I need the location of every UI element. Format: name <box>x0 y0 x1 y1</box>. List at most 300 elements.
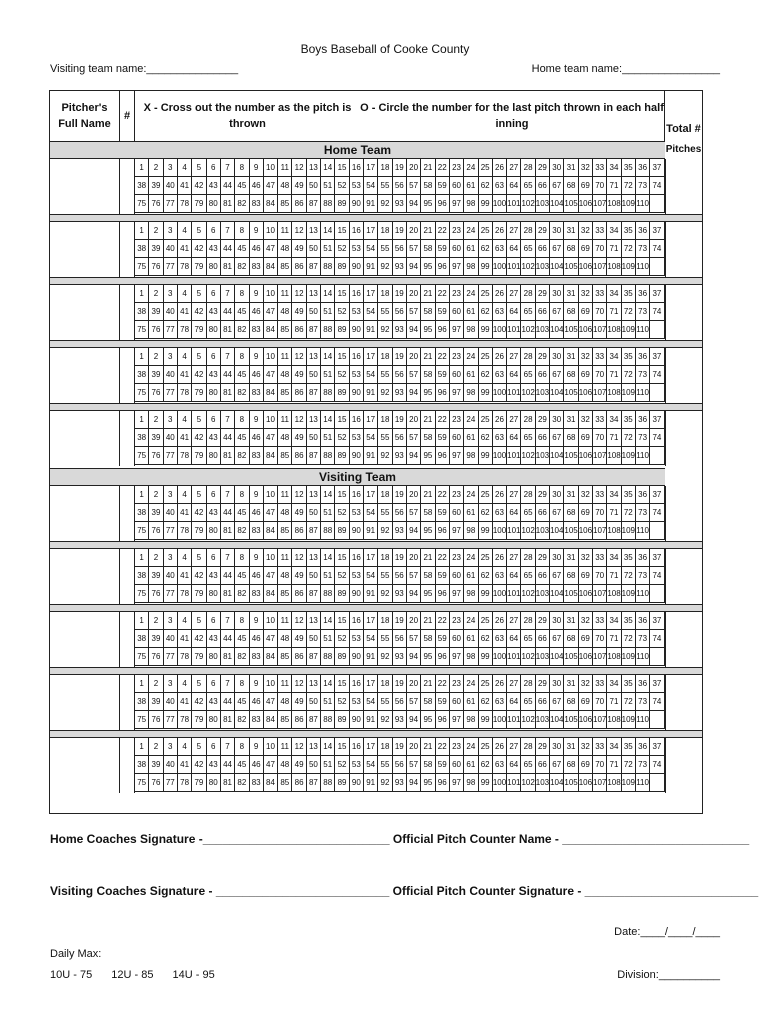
pitch-cell[interactable]: 81 <box>221 648 235 666</box>
pitch-cell[interactable]: 4 <box>178 348 192 366</box>
pitch-cell[interactable]: 95 <box>421 384 435 402</box>
pitch-cell[interactable]: 4 <box>178 285 192 303</box>
pitch-cell[interactable]: 65 <box>521 177 535 195</box>
pitch-cell[interactable]: 2 <box>149 348 163 366</box>
pitch-cell[interactable]: 3 <box>164 549 178 567</box>
pitch-cell[interactable]: 13 <box>307 411 321 429</box>
pitch-cell[interactable]: 9 <box>250 738 264 756</box>
pitch-cell[interactable]: 34 <box>607 738 621 756</box>
pitch-cell[interactable]: 38 <box>135 630 149 648</box>
pitch-cell[interactable]: 11 <box>278 486 292 504</box>
pitch-cell[interactable]: 11 <box>278 612 292 630</box>
pitch-cell[interactable]: 4 <box>178 222 192 240</box>
pitch-cell[interactable]: 44 <box>221 630 235 648</box>
pitch-cell[interactable]: 20 <box>407 411 421 429</box>
pitch-cell[interactable]: 96 <box>436 195 450 213</box>
pitch-cell[interactable]: 96 <box>436 321 450 339</box>
pitch-cell[interactable]: 28 <box>521 348 535 366</box>
pitch-cell[interactable]: 96 <box>436 585 450 603</box>
pitch-cell[interactable]: 44 <box>221 429 235 447</box>
pitcher-name-cell[interactable] <box>50 285 120 340</box>
pitch-cell[interactable]: 69 <box>579 630 593 648</box>
pitch-cell[interactable]: 13 <box>307 675 321 693</box>
pitch-cell[interactable]: 105 <box>564 522 578 540</box>
pitch-cell[interactable]: 74 <box>650 303 664 321</box>
pitch-cell[interactable]: 43 <box>207 366 221 384</box>
pitch-cell[interactable]: 87 <box>307 585 321 603</box>
pitch-cell[interactable]: 107 <box>593 195 607 213</box>
pitch-cell[interactable]: 99 <box>479 195 493 213</box>
pitch-cell[interactable]: 38 <box>135 177 149 195</box>
pitch-cell[interactable]: 19 <box>393 675 407 693</box>
pitch-cell[interactable]: 31 <box>564 486 578 504</box>
pitcher-name-cell[interactable] <box>50 222 120 277</box>
pitch-cell[interactable]: 1 <box>135 486 149 504</box>
pitch-cell[interactable]: 11 <box>278 348 292 366</box>
pitch-cell[interactable]: 101 <box>507 648 521 666</box>
pitch-cell[interactable]: 24 <box>464 411 478 429</box>
pitch-cell[interactable]: 92 <box>378 522 392 540</box>
total-pitches-cell[interactable] <box>665 159 702 214</box>
pitch-cell[interactable]: 105 <box>564 585 578 603</box>
pitch-cell[interactable]: 66 <box>536 630 550 648</box>
pitch-cell[interactable]: 69 <box>579 504 593 522</box>
pitch-cell[interactable]: 35 <box>622 675 636 693</box>
pitch-cell[interactable]: 9 <box>250 549 264 567</box>
pitch-cell[interactable]: 81 <box>221 447 235 465</box>
pitch-cell[interactable] <box>650 258 664 276</box>
pitch-cell[interactable]: 37 <box>650 159 664 177</box>
pitch-cell[interactable]: 107 <box>593 447 607 465</box>
pitch-cell[interactable]: 101 <box>507 195 521 213</box>
pitch-cell[interactable]: 102 <box>521 774 535 792</box>
pitch-cell[interactable]: 95 <box>421 195 435 213</box>
pitch-cell[interactable]: 55 <box>378 429 392 447</box>
pitch-cell[interactable]: 12 <box>292 612 306 630</box>
pitch-cell[interactable]: 100 <box>493 195 507 213</box>
pitch-cell[interactable]: 19 <box>393 549 407 567</box>
pitch-cell[interactable]: 59 <box>436 366 450 384</box>
pitch-cell[interactable]: 47 <box>264 630 278 648</box>
pitch-cell[interactable]: 48 <box>278 567 292 585</box>
pitch-cell[interactable]: 50 <box>307 693 321 711</box>
pitch-cell[interactable]: 46 <box>250 567 264 585</box>
pitch-cell[interactable]: 60 <box>450 366 464 384</box>
pitch-cell[interactable]: 79 <box>192 774 206 792</box>
pitch-cell[interactable]: 73 <box>636 177 650 195</box>
total-pitches-cell[interactable] <box>665 486 702 541</box>
pitch-cell[interactable]: 92 <box>378 384 392 402</box>
pitch-cell[interactable]: 100 <box>493 321 507 339</box>
pitch-cell[interactable]: 26 <box>493 159 507 177</box>
pitch-cell[interactable]: 40 <box>164 630 178 648</box>
pitch-cell[interactable]: 5 <box>192 486 206 504</box>
pitch-cell[interactable]: 38 <box>135 366 149 384</box>
pitch-cell[interactable]: 68 <box>564 630 578 648</box>
pitch-cell[interactable]: 72 <box>622 630 636 648</box>
pitch-cell[interactable]: 77 <box>164 258 178 276</box>
pitch-cell[interactable]: 60 <box>450 429 464 447</box>
pitch-cell[interactable]: 56 <box>393 693 407 711</box>
pitch-cell[interactable]: 104 <box>550 711 564 729</box>
pitch-cell[interactable]: 109 <box>622 258 636 276</box>
pitch-cell[interactable]: 5 <box>192 348 206 366</box>
pitch-cell[interactable]: 28 <box>521 159 535 177</box>
pitch-cell[interactable]: 38 <box>135 303 149 321</box>
pitch-cell[interactable]: 86 <box>292 384 306 402</box>
pitch-cell[interactable]: 56 <box>393 240 407 258</box>
total-pitches-cell[interactable] <box>665 549 702 604</box>
pitch-cell[interactable]: 4 <box>178 738 192 756</box>
pitch-cell[interactable]: 48 <box>278 240 292 258</box>
pitch-cell[interactable]: 82 <box>235 711 249 729</box>
pitch-cell[interactable]: 57 <box>407 303 421 321</box>
pitch-cell[interactable]: 68 <box>564 756 578 774</box>
pitch-cell[interactable]: 106 <box>579 774 593 792</box>
pitch-cell[interactable]: 91 <box>364 195 378 213</box>
pitch-cell[interactable]: 6 <box>207 159 221 177</box>
pitch-cell[interactable]: 57 <box>407 567 421 585</box>
pitch-cell[interactable]: 3 <box>164 411 178 429</box>
pitch-cell[interactable]: 49 <box>292 366 306 384</box>
pitch-cell[interactable]: 37 <box>650 222 664 240</box>
pitch-cell[interactable]: 92 <box>378 258 392 276</box>
pitch-cell[interactable]: 105 <box>564 648 578 666</box>
pitch-cell[interactable]: 52 <box>335 756 349 774</box>
pitch-cell[interactable]: 26 <box>493 348 507 366</box>
pitch-cell[interactable]: 23 <box>450 549 464 567</box>
pitch-cell[interactable]: 107 <box>593 648 607 666</box>
pitch-cell[interactable]: 7 <box>221 159 235 177</box>
pitch-cell[interactable]: 5 <box>192 222 206 240</box>
pitch-cell[interactable]: 51 <box>321 693 335 711</box>
pitch-cell[interactable]: 97 <box>450 648 464 666</box>
pitch-cell[interactable]: 5 <box>192 612 206 630</box>
pitch-cell[interactable]: 4 <box>178 411 192 429</box>
pitch-cell[interactable]: 41 <box>178 756 192 774</box>
pitch-cell[interactable]: 20 <box>407 285 421 303</box>
pitch-cell[interactable]: 108 <box>607 384 621 402</box>
pitch-cell[interactable]: 41 <box>178 366 192 384</box>
pitch-cell[interactable]: 45 <box>235 303 249 321</box>
pitch-cell[interactable]: 69 <box>579 429 593 447</box>
pitch-cell[interactable]: 63 <box>493 567 507 585</box>
pitch-cell[interactable]: 68 <box>564 504 578 522</box>
pitch-cell[interactable]: 91 <box>364 321 378 339</box>
pitch-cell[interactable]: 100 <box>493 585 507 603</box>
pitch-cell[interactable]: 89 <box>335 774 349 792</box>
pitch-cell[interactable]: 3 <box>164 222 178 240</box>
pitch-cell[interactable]: 5 <box>192 159 206 177</box>
pitch-cell[interactable]: 68 <box>564 693 578 711</box>
pitch-cell[interactable] <box>650 447 664 465</box>
pitch-cell[interactable]: 84 <box>264 195 278 213</box>
total-pitches-cell[interactable] <box>665 612 702 667</box>
pitch-cell[interactable]: 3 <box>164 612 178 630</box>
pitch-cell[interactable]: 26 <box>493 285 507 303</box>
pitch-cell[interactable]: 28 <box>521 612 535 630</box>
pitch-cell[interactable]: 23 <box>450 159 464 177</box>
pitch-cell[interactable]: 69 <box>579 567 593 585</box>
pitch-cell[interactable]: 80 <box>207 258 221 276</box>
pitch-cell[interactable]: 3 <box>164 675 178 693</box>
pitch-cell[interactable]: 76 <box>149 774 163 792</box>
pitch-cell[interactable]: 33 <box>593 159 607 177</box>
pitch-cell[interactable]: 64 <box>507 504 521 522</box>
pitch-cell[interactable]: 96 <box>436 522 450 540</box>
pitch-cell[interactable]: 57 <box>407 504 421 522</box>
pitch-cell[interactable]: 50 <box>307 630 321 648</box>
pitch-cell[interactable]: 45 <box>235 567 249 585</box>
pitch-cell[interactable]: 105 <box>564 774 578 792</box>
pitch-cell[interactable]: 76 <box>149 384 163 402</box>
pitch-cell[interactable]: 29 <box>536 411 550 429</box>
pitch-cell[interactable]: 88 <box>321 195 335 213</box>
pitch-cell[interactable]: 28 <box>521 738 535 756</box>
pitch-cell[interactable]: 106 <box>579 648 593 666</box>
pitch-cell[interactable]: 70 <box>593 693 607 711</box>
pitch-cell[interactable]: 65 <box>521 303 535 321</box>
pitch-cell[interactable]: 16 <box>350 738 364 756</box>
pitch-cell[interactable]: 70 <box>593 429 607 447</box>
pitch-cell[interactable]: 90 <box>350 711 364 729</box>
pitch-cell[interactable]: 107 <box>593 522 607 540</box>
pitch-cell[interactable]: 13 <box>307 612 321 630</box>
pitch-cell[interactable]: 49 <box>292 429 306 447</box>
pitch-cell[interactable]: 54 <box>364 693 378 711</box>
pitch-cell[interactable]: 37 <box>650 612 664 630</box>
pitch-cell[interactable]: 1 <box>135 285 149 303</box>
pitch-cell[interactable]: 80 <box>207 585 221 603</box>
pitch-cell[interactable]: 28 <box>521 411 535 429</box>
pitch-cell[interactable]: 59 <box>436 429 450 447</box>
pitch-cell[interactable]: 75 <box>135 447 149 465</box>
pitch-cell[interactable]: 33 <box>593 675 607 693</box>
pitch-cell[interactable]: 102 <box>521 447 535 465</box>
pitch-cell[interactable]: 96 <box>436 384 450 402</box>
pitch-cell[interactable]: 71 <box>607 366 621 384</box>
pitcher-number-cell[interactable] <box>120 549 135 604</box>
pitch-cell[interactable]: 54 <box>364 567 378 585</box>
pitch-cell[interactable]: 40 <box>164 177 178 195</box>
pitch-cell[interactable]: 74 <box>650 429 664 447</box>
pitch-cell[interactable]: 18 <box>378 159 392 177</box>
pitch-cell[interactable]: 27 <box>507 159 521 177</box>
pitch-cell[interactable]: 15 <box>335 549 349 567</box>
pitch-cell[interactable]: 21 <box>421 348 435 366</box>
pitch-cell[interactable]: 70 <box>593 240 607 258</box>
pitch-cell[interactable]: 72 <box>622 693 636 711</box>
pitch-cell[interactable]: 33 <box>593 348 607 366</box>
pitch-cell[interactable]: 71 <box>607 429 621 447</box>
pitch-cell[interactable]: 10 <box>264 675 278 693</box>
pitch-cell[interactable]: 87 <box>307 447 321 465</box>
pitch-cell[interactable]: 6 <box>207 738 221 756</box>
pitch-cell[interactable]: 107 <box>593 711 607 729</box>
pitch-cell[interactable]: 91 <box>364 585 378 603</box>
pitch-cell[interactable]: 55 <box>378 567 392 585</box>
pitch-cell[interactable]: 11 <box>278 285 292 303</box>
pitch-cell[interactable]: 36 <box>636 612 650 630</box>
pitch-cell[interactable]: 88 <box>321 384 335 402</box>
pitch-cell[interactable]: 62 <box>479 630 493 648</box>
pitcher-name-cell[interactable] <box>50 159 120 214</box>
pitch-cell[interactable]: 109 <box>622 522 636 540</box>
pitch-cell[interactable]: 70 <box>593 504 607 522</box>
pitch-cell[interactable]: 72 <box>622 756 636 774</box>
pitch-cell[interactable]: 29 <box>536 285 550 303</box>
pitch-cell[interactable]: 7 <box>221 549 235 567</box>
pitch-cell[interactable]: 58 <box>421 366 435 384</box>
pitch-cell[interactable]: 60 <box>450 177 464 195</box>
pitch-cell[interactable]: 23 <box>450 285 464 303</box>
pitch-cell[interactable]: 34 <box>607 348 621 366</box>
pitch-cell[interactable]: 56 <box>393 429 407 447</box>
pitch-cell[interactable]: 93 <box>393 384 407 402</box>
pitch-cell[interactable]: 34 <box>607 486 621 504</box>
pitch-cell[interactable]: 51 <box>321 240 335 258</box>
pitch-cell[interactable]: 62 <box>479 429 493 447</box>
pitch-cell[interactable]: 8 <box>235 738 249 756</box>
pitch-cell[interactable]: 27 <box>507 675 521 693</box>
pitch-cell[interactable]: 99 <box>479 585 493 603</box>
pitch-cell[interactable]: 84 <box>264 774 278 792</box>
pitch-cell[interactable]: 74 <box>650 693 664 711</box>
pitch-cell[interactable]: 86 <box>292 711 306 729</box>
pitch-cell[interactable]: 20 <box>407 222 421 240</box>
pitch-cell[interactable]: 51 <box>321 504 335 522</box>
pitch-cell[interactable]: 16 <box>350 612 364 630</box>
pitch-cell[interactable]: 26 <box>493 675 507 693</box>
pitch-cell[interactable]: 44 <box>221 756 235 774</box>
pitch-cell[interactable]: 17 <box>364 675 378 693</box>
pitch-cell[interactable]: 52 <box>335 504 349 522</box>
pitch-cell[interactable]: 83 <box>250 522 264 540</box>
pitch-cell[interactable]: 8 <box>235 222 249 240</box>
pitch-cell[interactable]: 83 <box>250 648 264 666</box>
pitch-cell[interactable]: 77 <box>164 711 178 729</box>
pitch-cell[interactable]: 82 <box>235 195 249 213</box>
pitch-cell[interactable]: 64 <box>507 693 521 711</box>
pitch-cell[interactable] <box>650 522 664 540</box>
pitch-cell[interactable]: 2 <box>149 159 163 177</box>
pitch-cell[interactable]: 28 <box>521 222 535 240</box>
pitch-cell[interactable]: 31 <box>564 675 578 693</box>
pitch-cell[interactable]: 72 <box>622 429 636 447</box>
pitch-cell[interactable]: 33 <box>593 285 607 303</box>
pitch-cell[interactable]: 21 <box>421 738 435 756</box>
pitch-cell[interactable] <box>650 648 664 666</box>
pitch-cell[interactable]: 2 <box>149 411 163 429</box>
pitch-cell[interactable] <box>650 711 664 729</box>
pitch-cell[interactable]: 27 <box>507 222 521 240</box>
pitch-cell[interactable]: 26 <box>493 222 507 240</box>
pitch-cell[interactable]: 31 <box>564 285 578 303</box>
pitcher-number-cell[interactable] <box>120 411 135 466</box>
pitch-cell[interactable]: 39 <box>149 366 163 384</box>
pitch-cell[interactable]: 6 <box>207 612 221 630</box>
pitch-cell[interactable]: 85 <box>278 321 292 339</box>
pitch-cell[interactable]: 67 <box>550 567 564 585</box>
pitch-cell[interactable]: 15 <box>335 348 349 366</box>
pitch-cell[interactable]: 79 <box>192 258 206 276</box>
pitch-cell[interactable]: 98 <box>464 774 478 792</box>
pitch-cell[interactable]: 109 <box>622 384 636 402</box>
pitch-cell[interactable]: 42 <box>192 240 206 258</box>
pitch-cell[interactable]: 61 <box>464 504 478 522</box>
pitch-cell[interactable]: 21 <box>421 222 435 240</box>
pitch-cell[interactable]: 45 <box>235 366 249 384</box>
pitch-cell[interactable]: 47 <box>264 756 278 774</box>
pitch-cell[interactable]: 110 <box>636 321 650 339</box>
pitch-cell[interactable]: 57 <box>407 177 421 195</box>
pitch-cell[interactable]: 98 <box>464 195 478 213</box>
pitch-cell[interactable]: 81 <box>221 711 235 729</box>
pitch-cell[interactable]: 66 <box>536 303 550 321</box>
pitch-cell[interactable]: 45 <box>235 756 249 774</box>
pitch-cell[interactable]: 78 <box>178 774 192 792</box>
pitch-cell[interactable]: 35 <box>622 549 636 567</box>
pitch-cell[interactable]: 95 <box>421 774 435 792</box>
pitch-cell[interactable]: 67 <box>550 429 564 447</box>
pitch-cell[interactable]: 7 <box>221 348 235 366</box>
pitch-cell[interactable]: 79 <box>192 321 206 339</box>
pitch-cell[interactable]: 43 <box>207 177 221 195</box>
pitch-cell[interactable]: 58 <box>421 630 435 648</box>
pitch-cell[interactable]: 85 <box>278 648 292 666</box>
pitch-cell[interactable]: 34 <box>607 411 621 429</box>
pitch-cell[interactable]: 72 <box>622 177 636 195</box>
pitch-cell[interactable]: 74 <box>650 177 664 195</box>
pitch-cell[interactable]: 81 <box>221 195 235 213</box>
pitch-cell[interactable]: 29 <box>536 222 550 240</box>
pitch-cell[interactable]: 69 <box>579 303 593 321</box>
pitch-cell[interactable]: 97 <box>450 774 464 792</box>
pitch-cell[interactable]: 95 <box>421 585 435 603</box>
pitch-cell[interactable]: 75 <box>135 585 149 603</box>
pitch-cell[interactable]: 88 <box>321 774 335 792</box>
pitch-cell[interactable]: 24 <box>464 486 478 504</box>
pitch-cell[interactable]: 85 <box>278 585 292 603</box>
pitch-cell[interactable]: 49 <box>292 303 306 321</box>
pitch-cell[interactable]: 41 <box>178 303 192 321</box>
total-pitches-cell[interactable] <box>665 675 702 730</box>
pitch-cell[interactable]: 46 <box>250 177 264 195</box>
pitch-cell[interactable]: 21 <box>421 549 435 567</box>
pitch-cell[interactable]: 5 <box>192 411 206 429</box>
pitch-cell[interactable]: 79 <box>192 522 206 540</box>
pitch-cell[interactable] <box>650 585 664 603</box>
pitch-cell[interactable]: 8 <box>235 612 249 630</box>
pitch-cell[interactable]: 95 <box>421 711 435 729</box>
pitch-cell[interactable]: 40 <box>164 303 178 321</box>
pitch-cell[interactable]: 62 <box>479 567 493 585</box>
pitch-cell[interactable]: 64 <box>507 429 521 447</box>
pitch-cell[interactable]: 7 <box>221 411 235 429</box>
pitch-cell[interactable]: 17 <box>364 486 378 504</box>
pitcher-number-cell[interactable] <box>120 159 135 214</box>
pitch-cell[interactable]: 63 <box>493 240 507 258</box>
pitch-cell[interactable]: 5 <box>192 285 206 303</box>
pitch-cell[interactable]: 10 <box>264 549 278 567</box>
pitch-cell[interactable]: 98 <box>464 258 478 276</box>
pitch-cell[interactable]: 46 <box>250 240 264 258</box>
pitch-cell[interactable]: 83 <box>250 711 264 729</box>
pitch-cell[interactable]: 58 <box>421 567 435 585</box>
pitch-cell[interactable]: 53 <box>350 567 364 585</box>
pitch-cell[interactable]: 79 <box>192 585 206 603</box>
pitch-cell[interactable]: 97 <box>450 585 464 603</box>
